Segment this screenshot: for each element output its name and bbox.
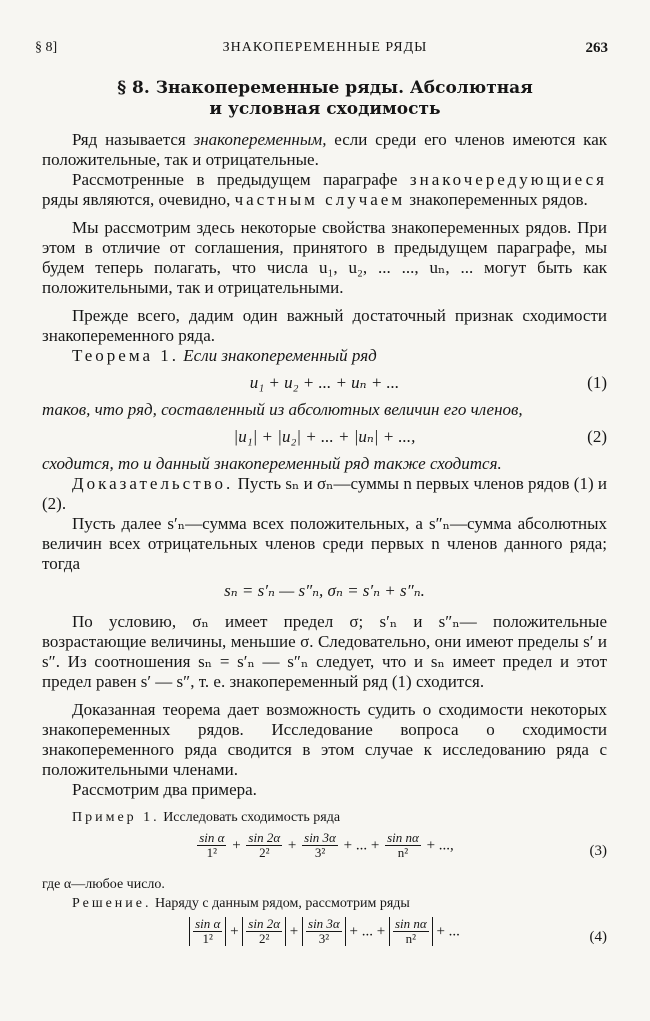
example-label: Пример 1. xyxy=(72,810,160,825)
series-tail: + ..., xyxy=(426,837,454,854)
series-term-1 xyxy=(197,831,226,860)
term-denominator: 1² xyxy=(202,931,213,946)
text-run: если среди его членов имеются как положительные, так и отрицательные. xyxy=(42,130,607,169)
equation-number: (4) xyxy=(589,929,607,945)
header-section: § 8] xyxy=(35,40,58,55)
equation-formula: sₙ = s′ₙ — s″ₙ, σₙ = s′ₙ + s″ₙ. xyxy=(224,581,425,600)
paragraph-partial-sums: Пусть далее s′ₙ—сумма всех положительных, а s″ₙ—сумма абсолютных величин всех отрицательных членов среди первых n членов данного ряда; тогда xyxy=(42,514,607,573)
term-numerator: sin nα xyxy=(394,916,427,931)
paragraph-examples-intro: Рассмотрим два примера. xyxy=(72,780,257,799)
equation-1 xyxy=(42,370,607,396)
ellipsis: + ... + xyxy=(343,837,380,854)
term-numerator: sin α xyxy=(195,916,221,931)
page-body xyxy=(42,130,607,961)
plus-sign: + xyxy=(289,923,299,940)
text-run: Ряд называется xyxy=(72,130,194,149)
header-title: ЗНАКОПЕРЕМЕННЫЕ РЯДЫ xyxy=(222,40,428,55)
term-denominator: n² xyxy=(405,931,417,946)
series-term-2 xyxy=(246,831,282,860)
abs-term-2 xyxy=(242,917,286,946)
term-numerator: sin nα xyxy=(387,830,419,845)
section-title-line2: и условная сходимость xyxy=(209,99,441,119)
example-condition: где α—любое число. xyxy=(42,877,165,892)
spaced-term: знакочередующиеся xyxy=(409,170,607,189)
term-denominator: n² xyxy=(397,845,409,860)
text-run: Исследовать сходимость ряда xyxy=(159,810,341,825)
section-title-line1: § 8. Знакопеременные ряды. Абсолютная xyxy=(117,78,533,98)
term-denominator: 3² xyxy=(318,931,330,946)
term-numerator: sin 2α xyxy=(248,830,281,845)
ellipsis: + ... + xyxy=(349,923,386,940)
spaced-term: частным случаем xyxy=(234,190,406,209)
theorem-conclusion: сходится, то и данный знакопеременный ряд также сходится. xyxy=(42,454,502,473)
abs-term-1 xyxy=(189,917,226,946)
abs-term-3 xyxy=(302,917,346,946)
equation-4 xyxy=(42,917,607,957)
equation-formula: |u₁| + |u₂| + ... + |uₙ| + ..., xyxy=(233,427,416,446)
paragraph-alternating xyxy=(42,170,607,210)
series-term-n xyxy=(385,831,421,860)
paragraph-definition xyxy=(42,130,607,170)
paragraph-proof-body: По условию, σₙ имеет предел σ; s′ₙ и s″ₙ— положительные возрастающие величины, меньшие σ. Следовательно, они имеют пределы s′ и s″. Из соотношения sₙ = s′ₙ — s″ₙ следует, что и sₙ имеет предел и этот предел равен s′ — s″, т. е. знакопеременный ряд (1) сходится. xyxy=(42,612,607,691)
term-denominator: 3² xyxy=(314,845,326,860)
text-run: Рассмотренные в предыдущем параграфе xyxy=(72,170,410,189)
theorem-statement xyxy=(42,346,607,366)
text-run: ряды являются, очевидно, xyxy=(42,190,235,209)
plus-sign: + xyxy=(230,923,239,940)
equation-sums xyxy=(42,578,607,604)
section-title xyxy=(0,78,650,120)
page-number: 263 xyxy=(585,40,608,56)
term-numerator: sin 2α xyxy=(248,916,281,931)
equation-number: (2) xyxy=(587,427,607,446)
term-emphasis: знакопеременным, xyxy=(193,130,327,149)
term-denominator: 2² xyxy=(258,931,270,946)
theorem-label: Теорема 1. xyxy=(72,346,180,365)
proof-start xyxy=(42,474,607,514)
solution-label: Решение. xyxy=(72,896,152,911)
term-denominator: 1² xyxy=(206,845,218,860)
text-run: знакопеременных рядов. xyxy=(405,190,588,209)
example-statement xyxy=(42,808,607,827)
equation-2 xyxy=(42,424,607,450)
paragraph-properties: Мы рассмотрим здесь некоторые свойства знакопеременных рядов. При этом в отличие от соглашения, принятого в предыдущем параграфе, мы будем теперь полагать, что числа u₁, u₂, ... ..., uₙ, ... могут быть как положительными, так и отрицательными. xyxy=(42,218,607,297)
equation-formula: u₁ + u₂ + ... + uₙ + ... xyxy=(249,373,400,392)
term-numerator: sin 3α xyxy=(304,830,336,845)
proof-label: Доказательство. xyxy=(72,474,234,493)
term-denominator: 2² xyxy=(259,845,270,860)
solution-statement xyxy=(42,894,607,913)
theorem-continuation: таков, что ряд, составленный из абсолютных величин его членов, xyxy=(42,400,523,419)
series-term-3 xyxy=(302,831,338,860)
equation-3 xyxy=(42,831,607,871)
text-run: Наряду с данным рядом, рассмотрим ряды xyxy=(151,896,410,911)
abs-term-n xyxy=(389,917,433,946)
paragraph-criterion: Прежде всего, дадим один важный достаточный признак сходимости знакопеременного ряда. xyxy=(42,306,607,345)
text-run: Пусть sₙ и σₙ—суммы n первых членов рядов (1) и (2). xyxy=(42,474,607,513)
theorem-text: Если знакопеременный ряд xyxy=(179,346,377,365)
equation-number: (1) xyxy=(587,373,607,392)
paragraph-remark: Доказанная теорема дает возможность судить о сходимости некоторых знакопеременных рядов. Исследование вопроса о сходимости знакопеременного ряда сводится в этом случае к исследованию ряда с положительными членами. xyxy=(42,700,607,779)
plus-sign: + xyxy=(232,837,241,854)
equation-number: (3) xyxy=(589,843,607,859)
term-numerator: sin 3α xyxy=(308,916,340,931)
plus-sign: + xyxy=(287,837,297,854)
series-tail: + ... xyxy=(436,923,460,940)
term-numerator: sin α xyxy=(199,830,225,845)
